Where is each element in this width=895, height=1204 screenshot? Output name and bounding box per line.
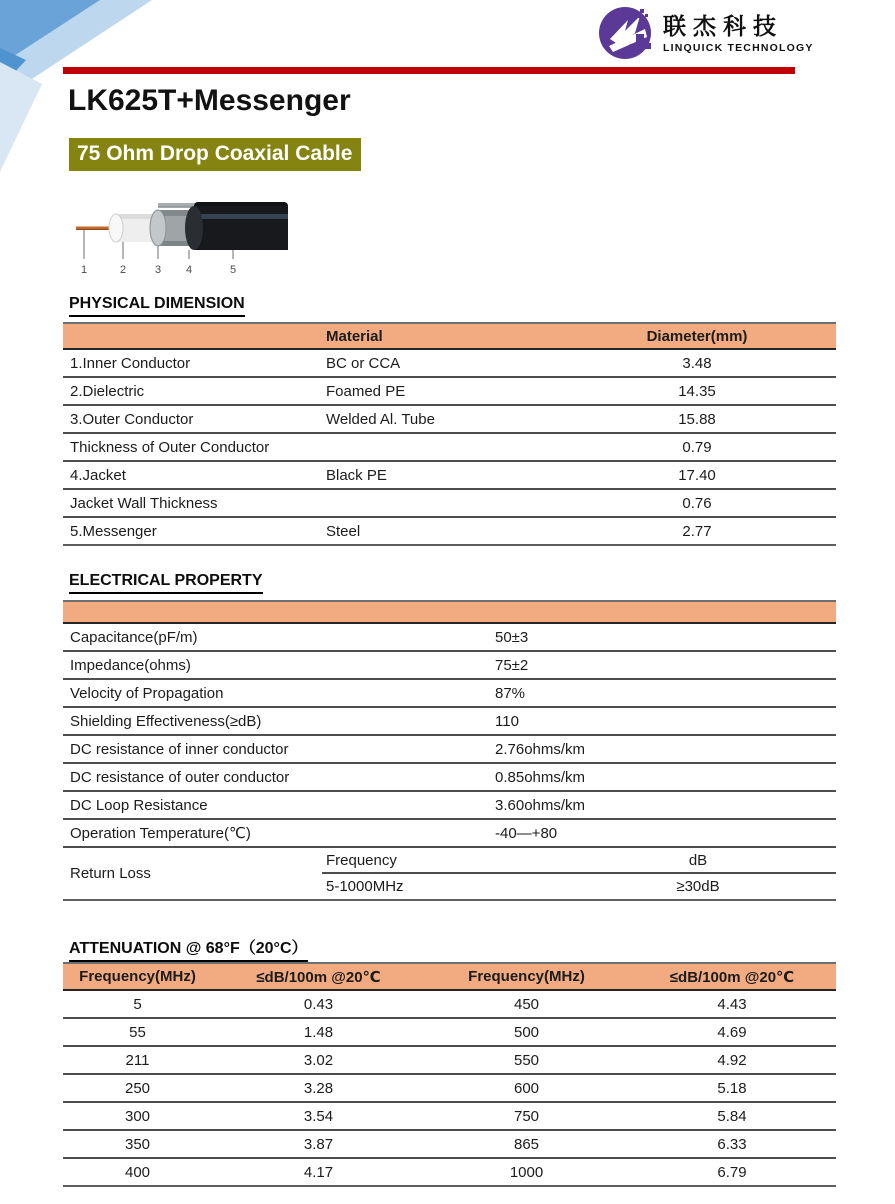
- table-cell: Jacket Wall Thickness: [70, 494, 218, 512]
- table-cell: Capacitance(pF/m): [70, 628, 198, 646]
- table-row: [63, 735, 836, 763]
- table-cell: 1000: [509, 1163, 544, 1181]
- table-cell: 550: [513, 1051, 540, 1069]
- table-row: [63, 679, 836, 707]
- physical-dimension-heading: PHYSICAL DIMENSION: [69, 295, 245, 317]
- table-cell: 75±2: [495, 656, 529, 674]
- table-cell: 2.76ohms/km: [495, 740, 586, 758]
- table-cell: Foamed PE: [326, 382, 406, 400]
- table-cell: 0.43: [303, 995, 334, 1013]
- product-title: LK625T+Messenger: [68, 84, 351, 117]
- logo-english-name: LINQUICK TECHNOLOGY: [663, 41, 814, 54]
- table-cell: 6.33: [717, 1135, 747, 1153]
- table-cell: 5: [133, 995, 142, 1013]
- return-loss-label: Return Loss: [70, 865, 151, 882]
- table-cell: 3.87: [303, 1135, 334, 1153]
- table-cell: 4.43: [717, 995, 747, 1013]
- table-cell: 4.Jacket: [70, 466, 126, 484]
- table-cell: Steel: [326, 522, 361, 540]
- table-cell: 6.79: [717, 1163, 747, 1181]
- table-cell: Velocity of Propagation: [70, 684, 224, 702]
- linquick-logo-icon: [597, 3, 657, 63]
- attenuation-heading: ATTENUATION @ 68°F（20°C）: [69, 935, 308, 962]
- table-cell: 0.85ohms/km: [495, 768, 586, 786]
- table-row: [63, 1130, 836, 1158]
- table-cell: 5.18: [717, 1079, 747, 1097]
- table-cell: 3.28: [303, 1079, 334, 1097]
- table-row: [63, 791, 836, 819]
- attenuation-col-frequency-1: Frequency(MHz): [79, 968, 196, 985]
- table-cell: -40—+80: [495, 824, 558, 842]
- table-cell: 2.77: [682, 522, 712, 540]
- figure-label-1: 1: [80, 264, 88, 276]
- table-cell: 50±3: [495, 628, 529, 646]
- table-cell: Welded Al. Tube: [326, 410, 435, 428]
- product-subtitle-badge: 75 Ohm Drop Coaxial Cable: [69, 138, 361, 171]
- table-cell: 5.Messenger: [70, 522, 157, 540]
- physical-col-material: Material: [326, 327, 383, 345]
- table-cell: [322, 433, 558, 461]
- figure-label-2: 2: [119, 264, 127, 276]
- attenuation-col-db-2: ≤dB/100m @20℃: [669, 968, 795, 986]
- physical-col-item: [63, 323, 322, 349]
- table-cell: 250: [124, 1079, 151, 1097]
- table-cell: 110: [495, 712, 519, 730]
- table-cell: 350: [124, 1135, 151, 1153]
- return-loss-frequency-value: 5-1000MHz: [326, 878, 404, 895]
- table-cell: 4.69: [717, 1023, 747, 1041]
- table-row: [63, 377, 836, 405]
- table-cell: 2.Dielectric: [70, 382, 145, 400]
- table-row: [63, 623, 836, 651]
- physical-dimension-table: [63, 322, 836, 546]
- table-cell: 3.60ohms/km: [495, 796, 586, 814]
- table-cell: 3.Outer Conductor: [70, 410, 194, 428]
- table-row: [63, 707, 836, 735]
- table-cell: 400: [124, 1163, 151, 1181]
- return-loss-db-value: ≥30dB: [676, 878, 720, 895]
- table-cell: 865: [513, 1135, 540, 1153]
- return-loss-frequency-header: Frequency: [322, 847, 560, 873]
- table-cell: 14.35: [678, 382, 716, 400]
- table-cell: 600: [513, 1079, 540, 1097]
- header-rule: [63, 67, 795, 74]
- table-row: [63, 819, 836, 847]
- table-row: [63, 1046, 836, 1074]
- logo-chinese-name: 联杰科技: [663, 12, 783, 39]
- table-cell: BC or CCA: [326, 354, 401, 372]
- figure-number-labels: [81, 264, 236, 276]
- table-cell: 750: [513, 1107, 540, 1125]
- table-cell: 211: [125, 1051, 150, 1069]
- table-cell: 1.48: [303, 1023, 334, 1041]
- table-row: [63, 461, 836, 489]
- table-cell: Thickness of Outer Conductor: [70, 438, 270, 456]
- table-cell: 0.79: [682, 438, 712, 456]
- physical-col-diameter: Diameter(mm): [646, 327, 748, 345]
- table-row: [63, 1158, 836, 1186]
- table-cell: 5.84: [717, 1107, 747, 1125]
- table-row: [63, 349, 836, 377]
- attenuation-col-db-1: ≤dB/100m @20℃: [256, 968, 381, 986]
- table-cell: 15.88: [678, 410, 716, 428]
- table-row: [63, 1018, 836, 1046]
- table-cell: 4.17: [303, 1163, 334, 1181]
- table-cell: 450: [513, 995, 540, 1013]
- jacket-graphic: [194, 206, 288, 250]
- electrical-header-band: [63, 601, 836, 623]
- table-cell: Operation Temperature(℃): [70, 825, 251, 842]
- table-cell: DC Loop Resistance: [70, 796, 208, 814]
- physical-header-row: [63, 323, 836, 349]
- electrical-property-heading: ELECTRICAL PROPERTY: [69, 572, 263, 594]
- table-cell: DC resistance of outer conductor: [70, 768, 290, 786]
- figure-label-3: 3: [154, 264, 162, 276]
- linquick-logo: [597, 3, 814, 63]
- table-cell: 4.92: [717, 1051, 747, 1069]
- table-cell: Impedance(ohms): [70, 656, 191, 674]
- table-cell: 17.40: [678, 466, 716, 484]
- table-row: [63, 1102, 836, 1130]
- figure-label-5: 5: [229, 264, 237, 276]
- table-row: [63, 1074, 836, 1102]
- table-cell: 87%: [495, 684, 526, 702]
- electrical-property-table: [63, 600, 836, 901]
- logo-text: [663, 13, 814, 54]
- table-cell: Shielding Effectiveness(≥dB): [70, 712, 262, 730]
- table-cell: 3.02: [303, 1051, 334, 1069]
- table-cell: Black PE: [326, 466, 387, 484]
- table-row: [63, 990, 836, 1018]
- table-row: [63, 405, 836, 433]
- table-cell: 3.54: [303, 1107, 334, 1125]
- table-row: [63, 651, 836, 679]
- table-cell: 300: [124, 1107, 151, 1125]
- table-cell: 1.Inner Conductor: [70, 354, 191, 372]
- figure-label-4: 4: [185, 264, 193, 276]
- attenuation-table: [63, 962, 836, 1187]
- table-cell: 500: [513, 1023, 540, 1041]
- table-cell: 55: [129, 1023, 146, 1041]
- table-cell: [322, 489, 558, 517]
- return-loss-header-row: [63, 847, 836, 873]
- table-cell: 0.76: [682, 494, 712, 512]
- table-cell: 3.48: [682, 354, 712, 372]
- cable-cutaway-figure: [70, 196, 300, 281]
- attenuation-header-row: [63, 963, 836, 990]
- table-row: [63, 433, 836, 461]
- attenuation-col-frequency-2: Frequency(MHz): [468, 968, 585, 985]
- table-cell: DC resistance of inner conductor: [70, 740, 289, 758]
- return-loss-db-header: dB: [560, 847, 836, 873]
- table-row: [63, 489, 836, 517]
- table-row: [63, 517, 836, 545]
- table-row: [63, 763, 836, 791]
